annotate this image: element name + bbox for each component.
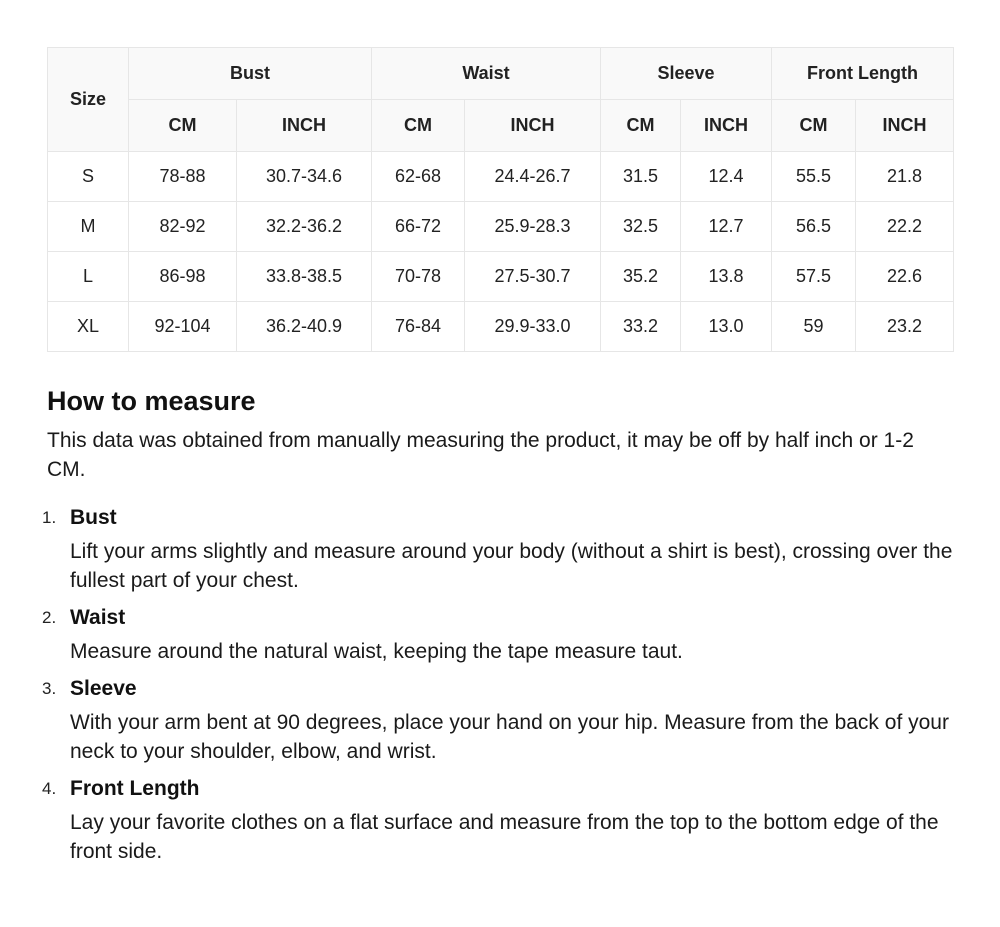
unit-header: INCH xyxy=(237,100,372,152)
table-cell: 12.4 xyxy=(681,152,772,202)
table-cell: 55.5 xyxy=(772,152,856,202)
step-description: With your arm bent at 90 degrees, place your hand on your hip. Measure from the back of your neck to your shoulder, elbow, and wrist. xyxy=(70,711,949,763)
table-cell: 22.2 xyxy=(856,202,954,252)
table-cell: 22.6 xyxy=(856,252,954,302)
unit-header: CM xyxy=(601,100,681,152)
table-row xyxy=(48,302,954,352)
step-number: 3. xyxy=(42,679,57,698)
table-cell: 23.2 xyxy=(856,302,954,352)
table-cell: 13.8 xyxy=(681,252,772,302)
table-cell: 12.7 xyxy=(681,202,772,252)
size-chart-table xyxy=(47,47,954,352)
table-cell: 31.5 xyxy=(601,152,681,202)
table-cell: 82-92 xyxy=(129,202,237,252)
table-cell: 13.0 xyxy=(681,302,772,352)
step-title: Bust xyxy=(70,506,117,529)
table-row xyxy=(48,202,954,252)
size-cell: S xyxy=(48,152,129,202)
table-cell: 27.5-30.7 xyxy=(465,252,601,302)
table-cell: 86-98 xyxy=(129,252,237,302)
step-title: Sleeve xyxy=(70,677,137,700)
list-item xyxy=(42,603,953,666)
unit-header: INCH xyxy=(856,100,954,152)
table-row xyxy=(48,252,954,302)
table-cell: 70-78 xyxy=(372,252,465,302)
table-cell: 92-104 xyxy=(129,302,237,352)
group-header-sleeve: Sleeve xyxy=(601,48,772,100)
step-description: Measure around the natural waist, keeping the tape measure taut. xyxy=(70,640,683,663)
table-cell: 21.8 xyxy=(856,152,954,202)
step-number: 1. xyxy=(42,508,57,527)
size-header: Size xyxy=(48,48,129,152)
unit-header: INCH xyxy=(681,100,772,152)
table-cell: 78-88 xyxy=(129,152,237,202)
table-cell: 57.5 xyxy=(772,252,856,302)
header-unit-row xyxy=(48,100,954,152)
measure-steps-list xyxy=(42,503,953,866)
step-description: Lift your arms slightly and measure around your body (without a shirt is best), crossing over the fullest part of your chest. xyxy=(70,540,953,592)
section-title: How to measure xyxy=(47,386,256,416)
table-cell: 29.9-33.0 xyxy=(465,302,601,352)
table-cell: 24.4-26.7 xyxy=(465,152,601,202)
table-cell: 59 xyxy=(772,302,856,352)
table-cell: 33.2 xyxy=(601,302,681,352)
unit-header: INCH xyxy=(465,100,601,152)
group-header-waist: Waist xyxy=(372,48,601,100)
list-item xyxy=(42,503,953,595)
table-cell: 62-68 xyxy=(372,152,465,202)
table-cell: 76-84 xyxy=(372,302,465,352)
table-cell: 32.2-36.2 xyxy=(237,202,372,252)
how-to-measure-section xyxy=(42,382,953,874)
table-cell: 56.5 xyxy=(772,202,856,252)
size-cell: M xyxy=(48,202,129,252)
unit-header: CM xyxy=(129,100,237,152)
table-cell: 25.9-28.3 xyxy=(465,202,601,252)
intro-text: This data was obtained from manually measuring the product, it may be off by half inch or 1-2 CM. xyxy=(47,429,914,481)
table-cell: 66-72 xyxy=(372,202,465,252)
table-header xyxy=(48,48,954,152)
header-group-row xyxy=(48,48,954,100)
step-number: 4. xyxy=(42,779,57,798)
table-cell: 33.8-38.5 xyxy=(237,252,372,302)
list-item xyxy=(42,674,953,766)
size-cell: L xyxy=(48,252,129,302)
table-cell: 32.5 xyxy=(601,202,681,252)
group-header-bust: Bust xyxy=(129,48,372,100)
table-row xyxy=(48,152,954,202)
table-cell: 30.7-34.6 xyxy=(237,152,372,202)
list-item xyxy=(42,774,953,866)
step-number: 2. xyxy=(42,608,57,627)
step-title: Front Length xyxy=(70,777,200,800)
unit-header: CM xyxy=(372,100,465,152)
table-body xyxy=(48,152,954,352)
step-description: Lay your favorite clothes on a flat surface and measure from the top to the bottom edge of the front side. xyxy=(70,811,939,863)
unit-header: CM xyxy=(772,100,856,152)
group-header-front-length: Front Length xyxy=(772,48,954,100)
table-cell: 36.2-40.9 xyxy=(237,302,372,352)
size-cell: XL xyxy=(48,302,129,352)
step-title: Waist xyxy=(70,606,126,629)
table-cell: 35.2 xyxy=(601,252,681,302)
